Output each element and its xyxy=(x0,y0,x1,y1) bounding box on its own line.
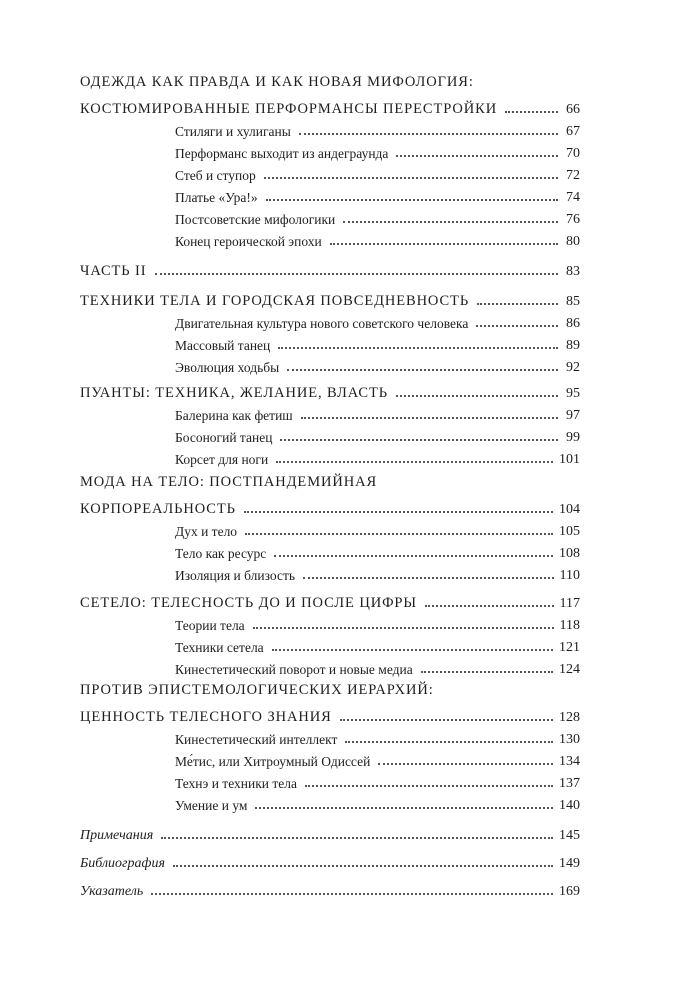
page-number: 105 xyxy=(559,524,580,539)
dot-leader xyxy=(421,671,553,673)
toc-entry-section[interactable] xyxy=(175,162,580,184)
dot-leader xyxy=(151,893,553,895)
toc-entry-section[interactable] xyxy=(175,310,580,332)
toc-entry-section[interactable] xyxy=(175,612,580,634)
page-number: 101 xyxy=(559,452,580,467)
page-number: 83 xyxy=(566,264,580,279)
toc-entry-chapter[interactable] xyxy=(80,288,580,310)
page-number: 137 xyxy=(559,776,580,791)
page-number: 130 xyxy=(559,732,580,747)
dot-leader xyxy=(155,273,558,275)
page-number: 95 xyxy=(566,386,580,401)
page-number: 66 xyxy=(566,102,580,117)
chapter-title: КОСТЮМИРОВАННЫЕ ПЕРФОРМАНСЫ ПЕРЕСТРОЙКИ xyxy=(80,101,498,117)
dot-leader xyxy=(253,627,554,629)
dot-leader xyxy=(244,511,553,513)
dot-leader xyxy=(276,461,553,463)
toc-entry-chapter[interactable] xyxy=(80,496,580,518)
toc-entry-section[interactable] xyxy=(175,354,580,376)
page-number: 169 xyxy=(559,884,580,899)
chapter-title: ЦЕННОСТЬ ТЕЛЕСНОГО ЗНАНИЯ xyxy=(80,709,332,725)
section-title: Конец героической эпохи xyxy=(175,234,322,249)
toc-entry-section[interactable] xyxy=(175,562,580,584)
dot-leader xyxy=(505,111,558,113)
dot-leader xyxy=(255,807,553,809)
dot-leader xyxy=(287,369,558,371)
dot-leader xyxy=(378,763,553,765)
toc-entry-section[interactable] xyxy=(175,402,580,424)
page-number: 97 xyxy=(566,408,580,423)
section-title: Корсет для ноги xyxy=(175,452,269,467)
section-title: Теории тела xyxy=(175,618,245,633)
toc-entry-section[interactable] xyxy=(175,634,580,656)
dot-leader xyxy=(301,417,558,419)
toc-entry-section[interactable] xyxy=(175,540,580,562)
section-title: Технэ и техники тела xyxy=(175,776,297,791)
dot-leader xyxy=(274,555,553,557)
toc-entry-section[interactable] xyxy=(175,228,580,250)
dot-leader xyxy=(280,439,558,441)
toc-entry-section[interactable] xyxy=(175,446,580,468)
section-title: Дух и тело xyxy=(175,524,238,539)
chapter-title: ТЕХНИКИ ТЕЛА И ГОРОДСКАЯ ПОВСЕДНЕВНОСТЬ xyxy=(80,293,470,309)
toc-entry-section[interactable] xyxy=(175,424,580,446)
dot-leader xyxy=(272,649,553,651)
toc-entry-section[interactable] xyxy=(175,118,580,140)
dot-leader xyxy=(396,395,558,397)
dot-leader xyxy=(343,221,558,223)
page-number: 85 xyxy=(566,294,580,309)
part-title: ЧАСТЬ II xyxy=(80,263,147,279)
section-title: Стиляги и хулиганы xyxy=(175,124,291,139)
toc-entry-chapter[interactable] xyxy=(80,96,580,118)
toc-entry-section[interactable] xyxy=(175,656,580,678)
section-title: Постсоветские мифологики xyxy=(175,212,336,227)
dot-leader xyxy=(396,155,558,157)
section-title: Босоногий танец xyxy=(175,430,273,445)
section-title: Изоляция и близость xyxy=(175,568,296,583)
toc-entry-index[interactable] xyxy=(80,878,580,900)
toc-entry-section[interactable] xyxy=(175,792,580,814)
dot-leader xyxy=(425,605,554,607)
page-number: 92 xyxy=(566,360,580,375)
toc-entry-chapter[interactable] xyxy=(80,704,580,726)
toc-entry-chapter[interactable] xyxy=(80,590,580,612)
page-number: 72 xyxy=(566,168,580,183)
backmatter-title: Библиография xyxy=(80,856,165,871)
dot-leader xyxy=(476,325,558,327)
page-number: 70 xyxy=(566,146,580,161)
dot-leader xyxy=(173,865,553,867)
section-title: Тело как ресурс xyxy=(175,546,267,561)
page-number: 110 xyxy=(559,568,580,583)
page-number: 86 xyxy=(566,316,580,331)
page-number: 76 xyxy=(566,212,580,227)
page-number: 117 xyxy=(559,596,580,611)
page-number: 67 xyxy=(566,124,580,139)
page-number: 104 xyxy=(559,502,580,517)
page-number: 145 xyxy=(559,828,580,843)
page-number: 74 xyxy=(566,190,580,205)
dot-leader xyxy=(266,199,558,201)
section-title: Перформанс выходит из андеграунда xyxy=(175,146,389,161)
page-number: 149 xyxy=(559,856,580,871)
section-title: Техники сетела xyxy=(175,640,264,655)
toc-entry-chapter[interactable] xyxy=(80,380,580,402)
page-number: 121 xyxy=(559,640,580,655)
toc-entry-part[interactable] xyxy=(80,258,580,280)
dot-leader xyxy=(245,533,553,535)
dot-leader xyxy=(278,347,558,349)
dot-leader xyxy=(305,785,553,787)
toc-entry-section[interactable] xyxy=(175,184,580,206)
chapter-title: СЕТЕЛО: ТЕЛЕСНОСТЬ ДО И ПОСЛЕ ЦИФРЫ xyxy=(80,595,417,611)
section-title: Ме́тис, или Хитроумный Одиссей xyxy=(175,754,371,769)
section-title: Массовый танец xyxy=(175,338,271,353)
section-title: Двигательная культура нового советского человека xyxy=(175,316,469,331)
page-number: 118 xyxy=(559,618,580,633)
toc-entry-section[interactable] xyxy=(175,140,580,162)
toc-entry-notes[interactable] xyxy=(80,822,580,844)
chapter-title-line1: МОДА НА ТЕЛО: ПОСТПАНДЕМИЙНАЯ xyxy=(80,474,378,490)
dot-leader xyxy=(303,577,553,579)
page-number: 124 xyxy=(559,662,580,677)
chapter-title-line1: ОДЕЖДА КАК ПРАВДА И КАК НОВАЯ МИФОЛОГИЯ: xyxy=(80,74,474,90)
chapter-title-line1: ПРОТИВ ЭПИСТЕМОЛОГИЧЕСКИХ ИЕРАРХИЙ: xyxy=(80,682,434,698)
section-title: Платье «Ура!» xyxy=(175,190,258,205)
section-title: Балерина как фетиш xyxy=(175,408,293,423)
dot-leader xyxy=(345,741,553,743)
section-title: Умение и ум xyxy=(175,798,248,813)
toc-entry-section[interactable] xyxy=(175,726,580,748)
section-title: Эволюция ходьбы xyxy=(175,360,280,375)
page-number: 140 xyxy=(559,798,580,813)
dot-leader xyxy=(264,177,558,179)
backmatter-title: Указатель xyxy=(80,884,144,899)
section-title: Стеб и ступор xyxy=(175,168,256,183)
section-title: Кинестетический поворот и новые медиа xyxy=(175,662,413,677)
toc-entry-section[interactable] xyxy=(175,770,580,792)
toc-entry-section[interactable] xyxy=(175,332,580,354)
chapter-title: ПУАНТЫ: ТЕХНИКА, ЖЕЛАНИЕ, ВЛАСТЬ xyxy=(80,385,388,401)
page-number: 108 xyxy=(559,546,580,561)
section-title: Кинестетический интеллект xyxy=(175,732,338,747)
page-number: 134 xyxy=(559,754,580,769)
page-number: 99 xyxy=(566,430,580,445)
toc-entry-bibliography[interactable] xyxy=(80,850,580,872)
page-number: 89 xyxy=(566,338,580,353)
toc-entry-section[interactable] xyxy=(175,206,580,228)
dot-leader xyxy=(330,243,558,245)
page-number: 128 xyxy=(559,710,580,725)
toc-entry-section[interactable] xyxy=(175,748,580,770)
page-number: 80 xyxy=(566,234,580,249)
toc-entry-section[interactable] xyxy=(175,518,580,540)
dot-leader xyxy=(477,303,558,305)
dot-leader xyxy=(299,133,558,135)
dot-leader xyxy=(340,719,553,721)
dot-leader xyxy=(161,837,553,839)
backmatter-title: Примечания xyxy=(80,828,154,843)
chapter-title: КОРПОРЕАЛЬНОСТЬ xyxy=(80,501,236,517)
